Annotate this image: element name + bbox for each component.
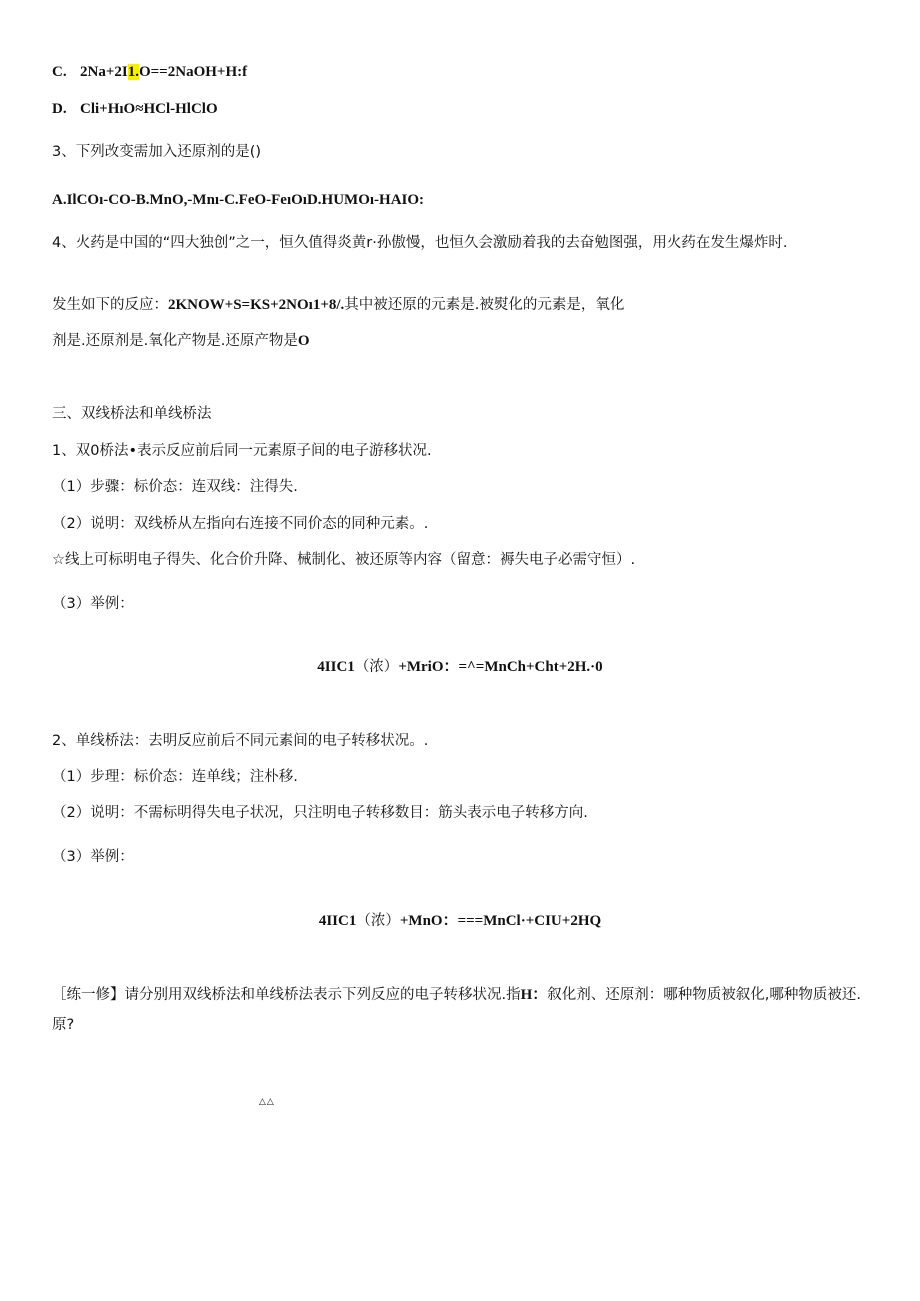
eq2-part-a: 4IIC1 [318, 913, 357, 929]
practice-text-c: 叙化剂、还原剂：哪种物质被叙化,哪种物质被还.原? [52, 987, 861, 1033]
reaction-equation: 2KNOW+S=KS+2NOı1+8/. [168, 297, 345, 313]
reaction-rest: 其中被还原的元素是.被熨化的元素是，氧化 [344, 297, 625, 313]
practice-text-a: ［练一修】请分别用双线桥法和单线桥法表示下列反应的电子转移状况.指 [52, 987, 521, 1003]
option-c [52, 62, 247, 82]
double-bridge-step1: （1）步骤：标价态：连双线：注得失. [52, 479, 298, 495]
single-bridge-step2: （2）说明：不需标明得失电子状况，只注明电子转移数目：筋头表示电子转移方向. [52, 805, 588, 821]
blanks-end: O [297, 333, 310, 349]
double-bridge-title: 1、双0桥法•表示反应前后同一元素原子间的电子游移状况. [52, 443, 432, 459]
double-bridge-note: ☆线上可标明电子得失、化合价升降、械制化、被还原等内容（留意：褥失电子必需守恒）. [52, 552, 636, 568]
triangle-marks: △△ [259, 1097, 275, 1107]
option-c-label: C. [52, 64, 67, 80]
single-bridge-title: 2、单线桥法：去明反应前后不同元素间的电子转移状况。. [52, 733, 429, 749]
eq1-part-a: 4IIC1 [317, 659, 355, 675]
blanks-text: 剂是.还原剂是.氧化产物是.还原产物是 [52, 333, 298, 349]
eq2-part-b: （浓） [356, 913, 400, 929]
question-3-options: A.IlCOı-CO-B.MnO,-Mnı-C.FeO-FeıOıD.HUMOı-HAIO: [52, 192, 425, 208]
question-4-reaction-line [52, 295, 624, 315]
question-3-stem: 3、下列改变需加入还原剂的是() [52, 144, 262, 160]
double-bridge-step2: （2）说明：双线桥从左指向右连接不同价态的同种元素。. [52, 516, 429, 532]
eq2-part-c: +MnO：===MnCl·+CIU+2HQ [399, 913, 602, 929]
option-d-eq: Cli+HıO≈HCl-HlClO [80, 101, 218, 117]
practice-paragraph [52, 980, 878, 1040]
eq1-part-b: （浓） [354, 659, 399, 675]
reaction-intro: 发生如下的反应： [52, 297, 168, 313]
option-c-eq-highlight: 1. [127, 64, 139, 80]
option-c-eq-after: O==2NaOH+H:f [138, 64, 248, 80]
option-d-label: D. [52, 101, 67, 117]
example-equation-1 [0, 657, 920, 677]
question-4-stem: 4、火药是中国的“四大独创”之一，恒久值得炎黄r·孙傲慢，也恒久会激励着我的去奋勉图强，用火药在发生爆炸时. [52, 235, 788, 251]
practice-text-b: H： [520, 987, 548, 1003]
double-bridge-example-label: （3）举例： [52, 596, 134, 612]
option-d [52, 99, 218, 119]
eq1-part-c: +MriO：=^=MnCh+Cht+2H.·0 [398, 659, 603, 675]
question-4-blanks-line [52, 331, 310, 351]
example-equation-2 [0, 911, 920, 931]
single-bridge-step1: （1）步理：标价态：连单线；注朴移. [52, 769, 298, 785]
option-c-eq-before: 2Na+2I [80, 64, 128, 80]
single-bridge-example-label: （3）举例： [52, 849, 134, 865]
section-heading: 三、双线桥法和单线桥法 [52, 406, 212, 422]
